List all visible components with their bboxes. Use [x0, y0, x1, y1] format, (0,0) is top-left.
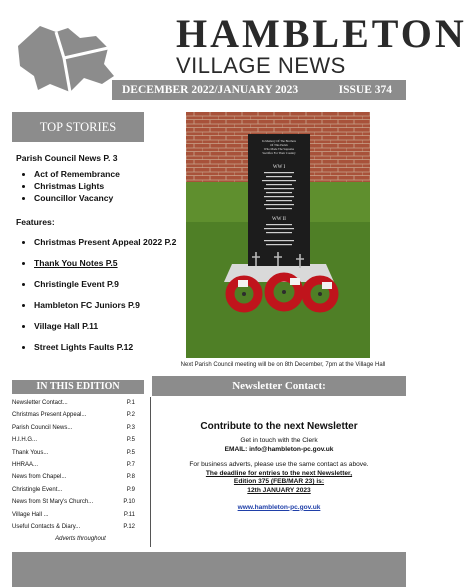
features-list — [16, 236, 181, 354]
feature-item[interactable]: • Christmas Present Appeal 2022 P.2 — [34, 236, 181, 249]
contact-email[interactable]: EMAIL: info@hambleton-pc.gov.uk — [224, 445, 334, 453]
meeting-caption: Next Parish Council meeting will be on 8th December, 7pm at the Village Hall — [180, 362, 386, 368]
svg-text:Of This Parish: Of This Parish — [270, 143, 288, 147]
war-memorial-photo — [186, 112, 370, 358]
issue-number: ISSUE 374 — [338, 84, 392, 96]
svg-text:WW II: WW II — [272, 217, 286, 222]
contents-item[interactable]: Christmas Present Appeal... P.2 — [12, 412, 135, 419]
svg-text:Sacrifice For Their Country: Sacrifice For Their Country — [262, 151, 296, 155]
list-item: • Act of Remembrance — [34, 168, 181, 180]
in-this-edition-header: IN THIS EDITION — [12, 380, 144, 394]
contribute-heading: Contribute to the next Newsletter — [200, 421, 358, 432]
issue-date: DECEMBER 2022/JANUARY 2023 — [122, 84, 299, 96]
features-label: Features: — [16, 217, 55, 227]
issue-bar — [112, 80, 406, 100]
deadline-line-2: Edition 375 (FEB/MAR 23) is: — [233, 478, 325, 486]
contents-item[interactable]: HHRAA... P.7 — [12, 461, 135, 468]
contents-item[interactable]: Village Hall ... P.11 — [12, 511, 135, 518]
svg-text:In Memory Of The Brothers: In Memory Of The Brothers — [262, 139, 296, 143]
parish-council-story[interactable]: Parish Council News P. 3 — [16, 153, 118, 163]
contents-item[interactable]: Christingle Event... P.9 — [12, 486, 135, 493]
deadline-line-1: The deadline for entries to the next Newsletter, — [205, 469, 353, 477]
column-divider — [150, 397, 151, 547]
contents-item[interactable]: Newsletter Contact... P.1 — [12, 400, 135, 406]
contents-item[interactable]: Useful Contacts & Diary... P.12 — [12, 523, 135, 530]
parish-map-logo — [10, 18, 122, 100]
footer-bar — [12, 552, 406, 587]
top-stories-header: TOP STORIES — [12, 112, 144, 142]
contents-item[interactable]: Thank Yous... P.5 — [12, 449, 135, 456]
parish-council-items — [16, 168, 181, 204]
svg-text:WW I: WW I — [272, 165, 286, 170]
adverts-contact-line: For business adverts, please use the same contact as above. — [189, 461, 369, 469]
feature-item[interactable]: • Village Hall P.11 — [34, 320, 181, 333]
contents-item[interactable]: News from St Mary's Church... P.10 — [12, 499, 135, 506]
contents-item[interactable]: News from Chapel... P.8 — [12, 474, 135, 481]
newsletter-subtitle: VILLAGE NEWS — [176, 53, 346, 78]
website-link[interactable]: www.hambleton-pc.gov.uk — [237, 503, 321, 511]
svg-text:Who Made The Supreme: Who Made The Supreme — [263, 147, 295, 151]
deadline-date: 12th JANUARY 2023 — [247, 486, 311, 494]
top-stories-list — [16, 152, 181, 362]
list-item: • Christmas Lights — [34, 180, 181, 192]
feature-item[interactable]: • Thank You Notes P.5 — [34, 257, 181, 270]
contents-item[interactable]: Parish Council News... P.3 — [12, 424, 135, 431]
contents-item[interactable]: H.I.H.G... P.5 — [12, 437, 135, 444]
feature-item[interactable]: • Christingle Event P.9 — [34, 278, 181, 291]
adverts-note: Adverts throughout — [55, 536, 106, 543]
feature-item[interactable]: • Hambleton FC Juniors P.9 — [34, 299, 181, 312]
newsletter-contact-block — [152, 398, 406, 512]
contents-list — [12, 397, 149, 547]
newsletter-title: HAMBLETON — [176, 11, 467, 56]
newsletter-contact-header: Newsletter Contact: — [152, 376, 406, 396]
list-item: • Councillor Vacancy — [34, 192, 181, 204]
feature-item[interactable]: • Street Lights Faults P.12 — [34, 341, 181, 354]
contact-line: Get in touch with the Clerk — [240, 437, 318, 444]
